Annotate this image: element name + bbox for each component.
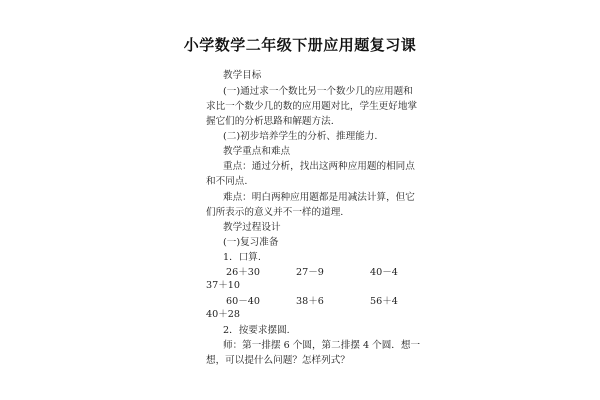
- oral-calc-heading: 1．口算.: [223, 252, 261, 263]
- objective-1-line-3: 握它们的分析思路和解题方法.: [206, 116, 334, 127]
- teacher-line-2: 想，可以提什么问题？怎样列式？: [206, 355, 350, 366]
- page-title: 小学数学二年级下册应用题复习课: [183, 36, 417, 54]
- process-heading: 教学过程设计: [223, 222, 281, 233]
- calc-item: 40＋28: [206, 309, 241, 320]
- calc-item: 37＋10: [206, 280, 241, 291]
- objective-2: (二)初步培养学生的分析、推理能力.: [223, 131, 378, 142]
- objective-1-line-1: (一)通过求一个数比另一个数少几的应用题和: [223, 86, 413, 97]
- difficulty-line-2: 们所表示的意义并不一样的道理.: [206, 207, 344, 218]
- objectives-heading: 教学目标: [223, 70, 262, 81]
- keypoints-heading: 教学重点和难点: [223, 146, 291, 157]
- calc-item: 56＋4: [370, 296, 398, 307]
- calc-item: 38＋6: [296, 296, 324, 307]
- calc-item: 60－40: [226, 296, 261, 307]
- calc-item: 26＋30: [226, 267, 261, 278]
- keypoint-line-2: 和不同点.: [206, 176, 248, 187]
- calc-item: 40－4: [370, 267, 398, 278]
- objective-1-line-2: 求比一个数少几的数的应用题对比，学生更好地掌: [206, 101, 418, 112]
- review-heading: (一)复习准备: [223, 237, 279, 248]
- draw-circles-heading: 2．按要求摆圆.: [223, 325, 290, 336]
- keypoint-line-1: 重点：通过分析，找出这两种应用题的相同点: [223, 161, 415, 172]
- calc-item: 27－9: [296, 267, 324, 278]
- difficulty-line-1: 难点：明白两种应用题都是用减法计算，但它: [223, 192, 415, 203]
- teacher-line-1: 师：第一排摆 6 个圆，第二排摆 4 个圆．想一: [223, 340, 421, 351]
